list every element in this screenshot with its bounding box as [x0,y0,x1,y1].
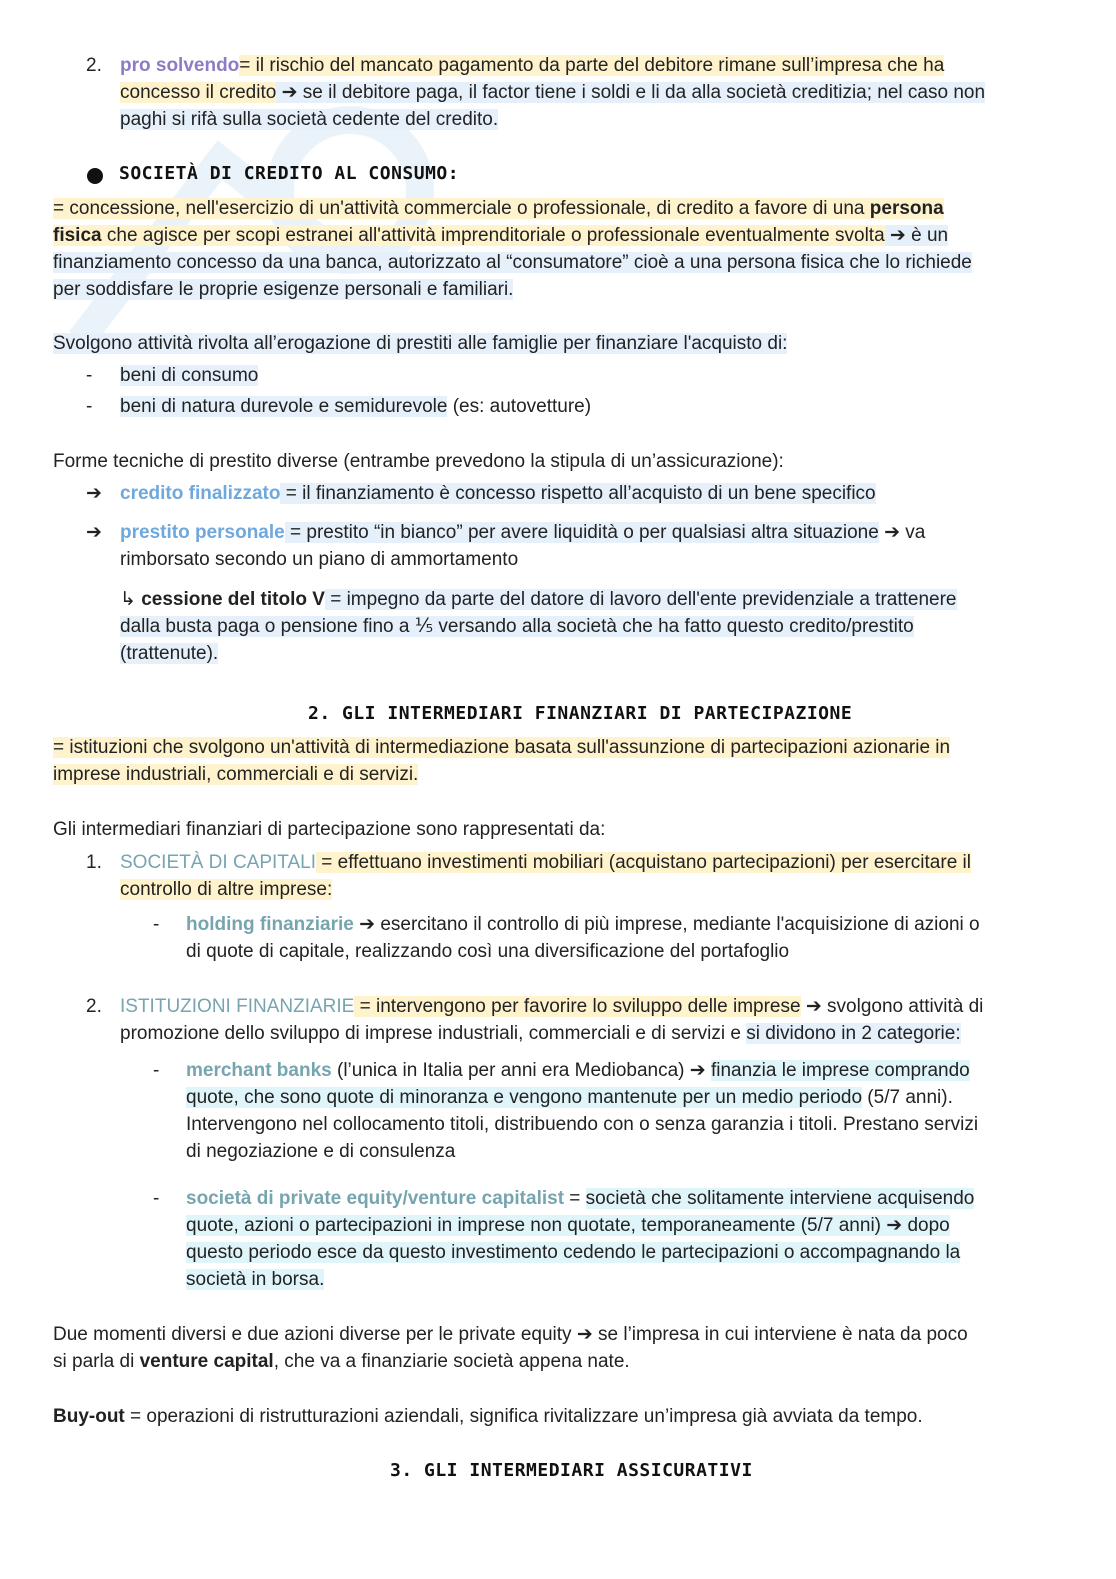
private-equity-line-2 [186,1212,950,1239]
prestito-personale-line-2 [120,546,518,573]
term-prestito-personale: prestito personale [120,522,285,543]
text: che agisce per scopi estranei all'attività imprenditoriale o professionale eventualmente svolta [101,225,885,246]
term-istituzioni: ISTITUZIONI FINANZIARIE [120,996,355,1017]
intro-line [53,330,787,357]
text: Svolgono attività rivolta all’erogazione di prestiti alle famiglie per finanziare l'acquisto di: [53,333,788,354]
societa-capitali-line-2 [120,876,332,903]
holding-line-1 [186,911,980,938]
list-marker: - [86,396,93,417]
merchant-line-3 [186,1111,978,1138]
pro-solvendo-line-2 [120,79,985,106]
list-number: 1. [86,852,102,873]
heading-partecipazione: 2. GLI INTERMEDIARI FINANZIARI DI PARTECIPAZIONE [308,703,853,724]
definition-line-3 [53,249,972,276]
part-definition-line-2 [53,761,418,788]
list-marker: - [153,1060,160,1081]
term-venture-capital: venture capital [139,1351,274,1372]
text: di quote di capitale, realizzando così una diversificazione del portafoglio [186,941,790,962]
term-credito-finalizzato: credito finalizzato [120,483,281,504]
part-definition-line-1 [53,734,950,761]
list-marker: - [86,365,93,386]
list-item [120,393,591,420]
text: = operazioni di ristrutturazioni aziendali, significa rivitalizzare un’impresa già avviata da tempo. [124,1406,923,1427]
pro-solvendo-line-1 [120,52,944,79]
text: (5/7 anni). [862,1087,953,1108]
text: ➔ va [878,522,926,543]
text: Gli intermediari finanziari di partecipazione sono rappresentati da: [53,819,606,840]
istituzioni-line-1 [120,993,983,1020]
text: quote, azioni o partecipazioni in imprese non quotate, temporaneamente (5/7 anni) ➔ dopo [186,1215,950,1236]
prestito-personale-line-1 [120,519,925,546]
text: ➔ se il debitore paga, il factor tiene i soldi e li da alla società creditizia; nel caso non [276,82,986,103]
return-arrow-icon: ↳ [120,589,142,610]
text: (l’unica in Italia per anni era Mediobanca) ➔ [331,1060,711,1081]
text: = concessione, nell'esercizio di un'attività commerciale o professionale, di credito a favore di una [53,198,870,219]
text: di negoziazione e di consulenza [186,1141,456,1162]
text: dalla busta paga o pensione fino a ⅕ versando alla società che ha fatto questo credito/prestito [120,616,914,637]
due-momenti-line-2 [53,1348,630,1375]
text: si parla di [53,1351,140,1372]
private-equity-line-4 [186,1266,324,1293]
text: promozione dello sviluppo di imprese industriali, commerciali e di servizi e [120,1023,747,1044]
term-buy-out: Buy-out [53,1406,125,1427]
cessione-line-2 [120,613,914,640]
text: ➔ svolgono attività di [800,996,984,1017]
text: società che solitamente interviene acquisendo [585,1188,975,1209]
text: = il finanziamento è concesso rispetto all’acquisto di un bene specifico [280,483,876,504]
term-pro-solvendo: pro solvendo [120,55,240,76]
text: beni di consumo [120,365,259,386]
text: ➔ è un [884,225,949,246]
text: = intervengono per favorire lo sviluppo delle imprese [354,996,801,1017]
definition-line-1 [53,195,944,222]
merchant-line-1 [186,1057,970,1084]
term-merchant-banks: merchant banks [186,1060,332,1081]
text: (trattenute). [120,643,219,664]
bullet-icon [87,168,103,184]
definition-line-4 [53,276,513,303]
term-holding: holding finanziarie [186,914,354,935]
arrow-icon: ➔ [86,522,102,543]
holding-line-2 [186,938,789,965]
text: = istituzioni che svolgono un'attività di intermediazione basata sull'assunzione di partecipazioni azionarie in [53,737,951,758]
text: paghi si rifà sulla società cedente del credito. [120,109,499,130]
heading-credito-consumo: SOCIETÀ DI CREDITO AL CONSUMO: [119,163,460,184]
text: , che va a finanziarie società appena nate. [273,1351,630,1372]
text: = effettuano investimenti mobiliari (acquistano partecipazioni) per esercitare il [316,852,971,873]
private-equity-line-3 [186,1239,960,1266]
text: finanzia le imprese comprando [710,1060,970,1081]
text: beni di natura durevole e semidurevole [120,396,448,417]
text: = impegno da parte del datore di lavoro dell'ente previdenziale a trattenere [324,589,957,610]
list-marker: - [153,914,160,935]
list-marker: - [153,1188,160,1209]
heading-assicurativi: 3. GLI INTERMEDIARI ASSICURATIVI [390,1460,753,1481]
text: finanziamento concesso da una banca, autorizzato al “consumatore” cioè a una persona fisica che lo richiede [53,252,972,273]
text: (es: autovetture) [447,396,592,417]
text: Due momenti diversi e due azioni diverse per le private equity ➔ se l’impresa in cui interviene è nata da poco [53,1324,968,1345]
term-cessione: cessione del titolo V [141,589,325,610]
text: Forme tecniche di prestito diverse (entrambe prevedono la stipula di un’assicurazione): [53,451,784,472]
credito-finalizzato-line [120,480,876,507]
text: persona [869,198,944,219]
text: questo periodo esce da questo investimento cedendo le partecipazioni o accompagnando la [186,1242,961,1263]
text: = [564,1188,586,1209]
term-private-equity: società di private equity/venture capitalist [186,1188,565,1209]
text: società in borsa. [186,1269,325,1290]
text: ➔ esercitano il controllo di più imprese, mediante l'acquisizione di azioni o [353,914,980,935]
private-equity-line-1 [186,1185,974,1212]
cessione-line-3 [120,640,218,667]
arrow-icon: ➔ [86,483,102,504]
list-item [120,362,258,389]
text: si dividono in 2 categorie: [746,1023,961,1044]
list-number: 2. [86,55,102,76]
buy-out-line [53,1403,923,1430]
text: controllo di altre imprese: [120,879,333,900]
text: concesso il credito [120,82,277,103]
cessione-line-1 [120,586,957,613]
term-societa-capitali: SOCIETÀ DI CAPITALI [120,852,317,873]
text: quote, che sono quote di minoranza e vengono mantenute per un medio periodo [186,1087,863,1108]
text: per soddisfare le proprie esigenze personali e familiari. [53,279,514,300]
merchant-line-4 [186,1138,455,1165]
definition-line-2 [53,222,948,249]
text: = il rischio del mancato pagamento da parte del debitore rimane sull’impresa che ha [239,55,945,76]
pro-solvendo-line-3 [120,106,498,133]
merchant-line-2 [186,1084,953,1111]
text: fisica [53,225,102,246]
istituzioni-line-2 [120,1020,961,1047]
text: Intervengono nel collocamento titoli, distribuendo con o senza garanzia i titoli. Prestano servizi [186,1114,979,1135]
societa-capitali-line-1 [120,849,971,876]
forme-line [53,448,784,475]
text: = prestito “in bianco” per avere liquidità o per qualsiasi altra situazione [284,522,879,543]
list-number: 2. [86,996,102,1017]
part-intro-line [53,816,605,843]
text: imprese industriali, commerciali e di servizi. [53,764,419,785]
text: rimborsato secondo un piano di ammortamento [120,549,519,570]
due-momenti-line-1 [53,1321,968,1348]
